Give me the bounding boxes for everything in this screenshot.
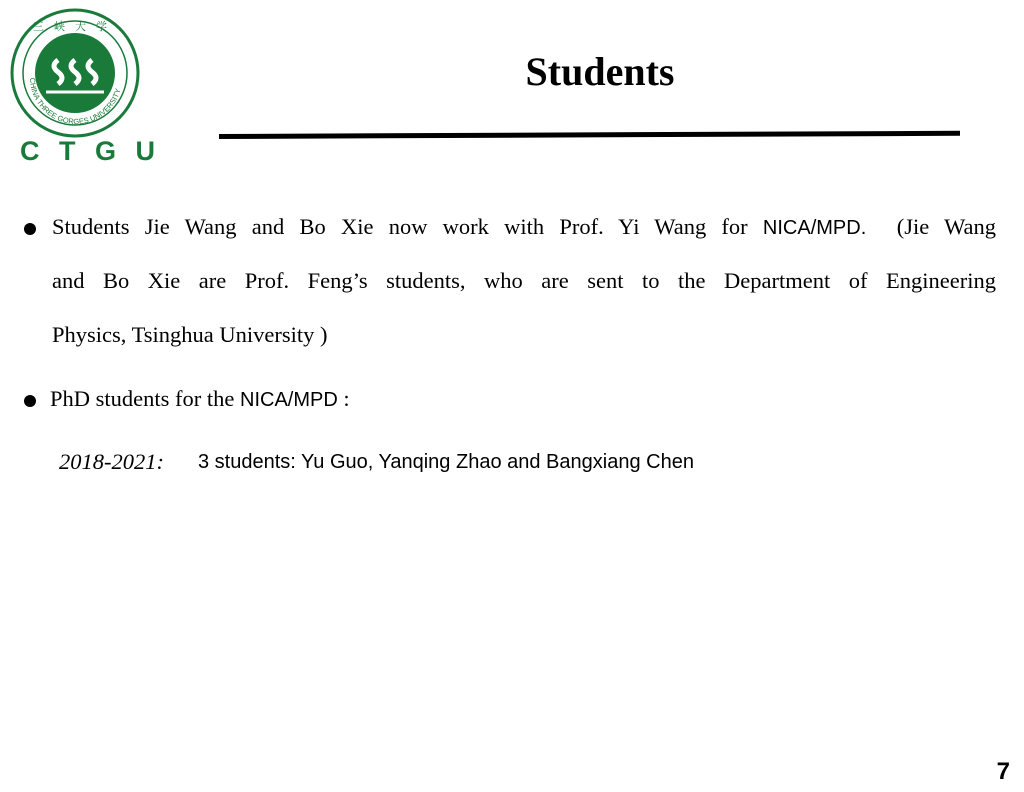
logo-ring-text: CHINA THREE GORGES UNIVERSITY [27, 77, 123, 127]
bullet1-line1-tail: (Jie Wang [866, 214, 996, 239]
bullet1-line1-text: Students Jie Wang and Bo Xie now work with Prof. Yi Wang for [52, 214, 763, 239]
bullet2-tail: : [337, 386, 350, 411]
bullet2-project: NICA/MPD [240, 389, 338, 411]
bullet-dot [24, 223, 36, 235]
bullet-dot [24, 395, 36, 407]
bullet1-line1 [52, 214, 996, 240]
logo-chinese-text: 三峡大学 [33, 20, 117, 33]
logo-acronym: C T G U [20, 136, 161, 166]
page-title: Students [525, 49, 675, 94]
bullet1-line3: Physics, Tsinghua University ) [52, 322, 328, 347]
bullet1-line2: and Bo Xie are Prof. Feng’s students, who are sent to the Department of Engineering [52, 268, 996, 293]
year-range: 2018-2021: [59, 449, 164, 474]
university-logo [10, 8, 140, 138]
page-number: 7 [996, 758, 1010, 785]
title-underline [219, 131, 960, 139]
bullet2-text: PhD students for the [50, 386, 240, 411]
bullet2-line [50, 386, 994, 412]
year-students: 3 students: Yu Guo, Yanqing Zhao and Bangxiang Chen [198, 451, 694, 473]
bullet1-project: NICA/MPD. [762, 217, 867, 239]
